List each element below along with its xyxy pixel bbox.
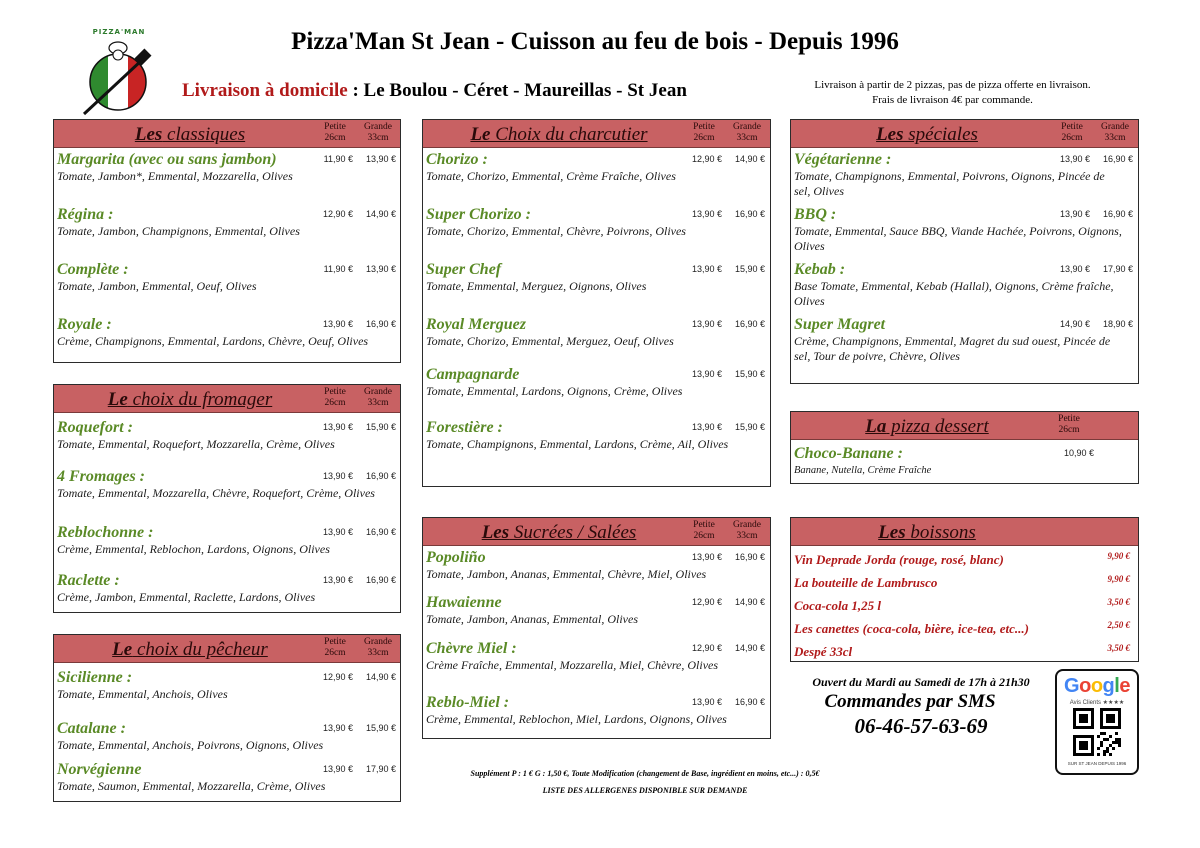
menu-item: Reblo-Miel : Crème, Emmental, Reblochon, Miel, Lardons, Oignons, Olives 13,90 € 16,90 € [426, 694, 765, 726]
drink-item: Vin Deprade Jorda (rouge, rosé, blanc) 9,90 € [794, 551, 1130, 567]
section-title: Le choix du fromager [107, 389, 273, 410]
menu-item: Choco-Banane : Banane, Nutella, Crème Fraîche 10,90 € [794, 445, 1094, 476]
drink-item: La bouteille de Lambrusco 9,90 € [794, 574, 1130, 590]
opening-hours: Ouvert du Mardi au Samedi de 17h à 21h30 [812, 675, 1030, 689]
section-fromager [53, 384, 401, 613]
pizzaman-logo [78, 24, 160, 118]
section-header [791, 412, 1138, 440]
menu-item: Roquefort : Tomate, Emmental, Roquefort, Mozzarella, Crème, Olives 13,90 € 15,90 € [57, 419, 396, 451]
section-boissons [790, 517, 1139, 662]
col-grande: Grande 33cm [733, 520, 761, 541]
menu-item: Régina : Tomate, Jambon, Champignons, Emmental, Olives 12,90 € 14,90 € [57, 206, 396, 238]
col-grande: Grande 33cm [364, 122, 392, 143]
menu-item: Raclette : Crème, Jambon, Emmental, Raclette, Lardons, Olives 13,90 € 16,90 € [57, 572, 396, 604]
svg-text:PIZZA'MAN: PIZZA'MAN [92, 28, 146, 36]
section-title: Les spéciales [876, 124, 978, 145]
google-review-subtitle: Avis Clients ★★★★ [1069, 700, 1125, 706]
col-petite: Petite 26cm [693, 122, 715, 143]
menu-item: Royale : Crème, Champignons, Emmental, Lardons, Chèvre, Oeuf, Olives 13,90 € 16,90 € [57, 316, 396, 348]
col-petite: Petite 26cm [324, 122, 346, 143]
section-title: Le Choix du charcutier [470, 124, 648, 145]
menu-item: BBQ : Tomate, Emmental, Sauce BBQ, Viande Hachée, Poivrons, Oignons, Olives 13,90 € 16,90 € [794, 206, 1133, 253]
google-wordmark: Google [1064, 675, 1130, 697]
menu-item: Super Chorizo : Tomate, Chorizo, Emmental, Chèvre, Poivrons, Olives 13,90 € 16,90 € [426, 206, 765, 238]
delivery-note [775, 78, 1130, 108]
google-card-footer: SUR ST JEAN DEPUIS 1996 [1067, 761, 1127, 766]
menu-item: Norvégienne Tomate, Saumon, Emmental, Mozzarella, Crème, Olives 13,90 € 17,90 € [57, 761, 396, 793]
section-title: Le choix du pêcheur [112, 639, 268, 660]
menu-item: Catalane : Tomate, Emmental, Anchois, Poivrons, Oignons, Olives 13,90 € 15,90 € [57, 720, 396, 752]
menu-item: Reblochonne : Crème, Emmental, Reblochon, Lardons, Oignons, Olives 13,90 € 16,90 € [57, 524, 396, 556]
section-classiques [53, 119, 401, 363]
delivery-note-line2: Frais de livraison 4€ par commande. [872, 94, 1033, 106]
delivery-towns: : Le Boulou - Céret - Maureillas - St Jean [347, 80, 687, 101]
menu-item: Super Chef Tomate, Emmental, Merguez, Oignons, Olives 13,90 € 15,90 € [426, 261, 765, 293]
delivery-note-line1: Livraison à partir de 2 pizzas, pas de pizza offerte en livraison. [814, 79, 1091, 91]
col-grande: Grande 33cm [733, 122, 761, 143]
menu-item: Royal Merguez Tomate, Chorizo, Emmental, Merguez, Oeuf, Olives 13,90 € 16,90 € [426, 316, 765, 348]
menu-item: Popoliño Tomate, Jambon, Ananas, Emmental, Chèvre, Miel, Olives 13,90 € 16,90 € [426, 549, 765, 581]
menu-item: Forestière : Tomate, Champignons, Emmental, Lardons, Crème, Ail, Olives 13,90 € 15,90 € [426, 419, 765, 451]
col-petite: Petite 26cm [693, 520, 715, 541]
section-header [423, 120, 770, 148]
section-title: Les boissons [878, 522, 976, 543]
phone-number[interactable]: 06-46-57-63-69 [854, 714, 988, 738]
menu-item: Campagnarde Tomate, Emmental, Lardons, Oignons, Crème, Olives 13,90 € 15,90 € [426, 366, 765, 398]
drink-item: Despé 33cl 3,50 € [794, 643, 1130, 659]
section-sucrees-salees [422, 517, 771, 739]
col-petite: Petite 26cm [1058, 414, 1080, 435]
section-header [54, 385, 400, 413]
menu-item: Margarita (avec ou sans jambon) Tomate, Jambon*, Emmental, Mozzarella, Olives 11,90 € 13,90 € [57, 151, 396, 183]
menu-item: 4 Fromages : Tomate, Emmental, Mozzarella, Chèvre, Roquefort, Crème, Olives 13,90 € 16,90 € [57, 468, 396, 500]
drink-item: Les canettes (coca-cola, bière, ice-tea, etc...) 2,50 € [794, 620, 1130, 636]
col-grande: Grande 33cm [364, 387, 392, 408]
section-header [54, 120, 400, 148]
section-header [423, 518, 770, 546]
section-title: Les Sucrées / Salées [481, 522, 637, 543]
section-pizza-dessert [790, 411, 1139, 484]
delivery-label: Livraison à domicile [182, 80, 348, 101]
menu-item: Complète : Tomate, Jambon, Emmental, Oeuf, Olives 11,90 € 13,90 € [57, 261, 396, 293]
drink-item: Coca-cola 1,25 l 3,50 € [794, 597, 1130, 613]
section-header [791, 120, 1138, 148]
supplement-note: Supplément P : 1 € G : 1,50 €, Toute Modification (changement de Base, ingrédient en moins, etc...) : 0,5€ [470, 769, 820, 778]
col-petite: Petite 26cm [324, 637, 346, 658]
delivery-line [182, 80, 772, 102]
qr-code-icon [1073, 708, 1121, 756]
menu-item: Sicilienne : Tomate, Emmental, Anchois, Olives 12,90 € 14,90 € [57, 669, 396, 701]
menu-item: Chorizo : Tomate, Chorizo, Emmental, Crème Fraîche, Olives 12,90 € 14,90 € [426, 151, 765, 183]
restaurant-title: Pizza'Man St Jean - Cuisson au feu de bois - Depuis 1996 [291, 28, 899, 55]
allergens-note: LISTE DES ALLERGENES DISPONIBLE SUR DEMANDE [542, 786, 748, 795]
menu-item: Kebab : Base Tomate, Emmental, Kebab (Hallal), Oignons, Crème fraîche, Olives 13,90 € 17,90 € [794, 261, 1133, 308]
section-speciales [790, 119, 1139, 384]
menu-item: Végétarienne : Tomate, Champignons, Emmental, Poivrons, Oignons, Pincée de sel, Olives 13,90 € 16,90 € [794, 151, 1133, 198]
col-petite: Petite 26cm [1061, 122, 1083, 143]
section-title: La pizza dessert [865, 416, 989, 437]
google-review-card[interactable] [1055, 669, 1139, 775]
col-petite: Petite 26cm [324, 387, 346, 408]
sms-order-label: Commandes par SMS [824, 691, 996, 712]
col-grande: Grande 33cm [364, 637, 392, 658]
section-header [54, 635, 400, 663]
section-header [791, 518, 1138, 546]
menu-item: Chèvre Miel : Crème Fraîche, Emmental, Mozzarella, Miel, Chèvre, Olives 12,90 € 14,90 € [426, 640, 765, 672]
section-charcutier [422, 119, 771, 487]
section-title: Les classiques [134, 124, 246, 145]
section-pecheur [53, 634, 401, 802]
menu-item: Super Magret Crème, Champignons, Emmental, Magret du sud ouest, Pincée de sel, Tour de poivre, Chèvre, Olives 14,90 € 18,90 € [794, 316, 1133, 363]
col-grande: Grande 33cm [1101, 122, 1129, 143]
menu-item: Hawaienne Tomate, Jambon, Ananas, Emmental, Olives 12,90 € 14,90 € [426, 594, 765, 626]
